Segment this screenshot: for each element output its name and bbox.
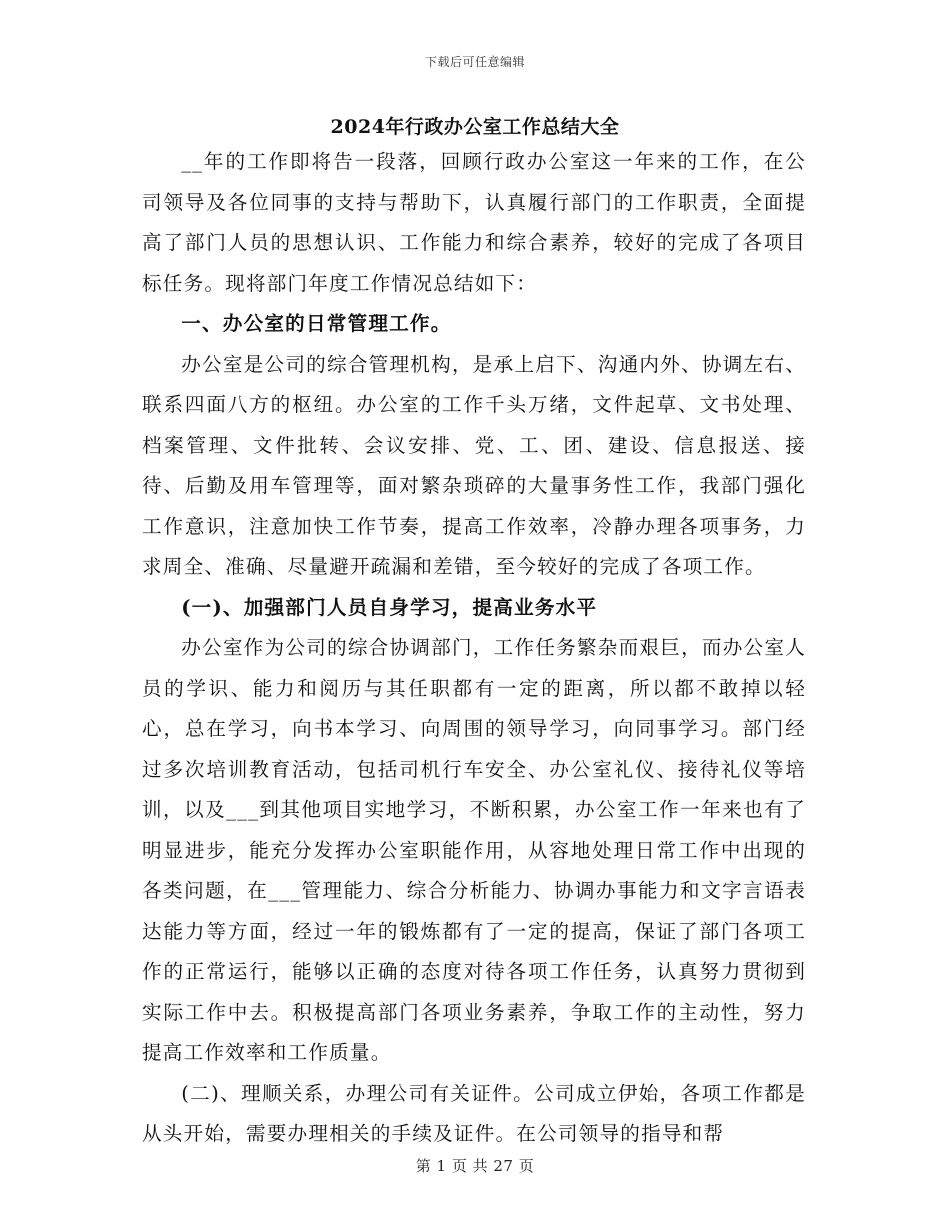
paragraph-intro: __年的工作即将告一段落，回顾行政办公室这一年来的工作，在公司领导及各位同事的支持与帮助下，认真履行部门的工作职责，全面提高了部门人员的思想认识、工作能力和综合素养，较好的完成了各项目标任务。现将部门年度工作情况总结如下： [142, 150, 806, 295]
header-note: 下载后可任意编辑 [424, 55, 525, 69]
section-heading-1: 一、办公室的日常管理工作。 [181, 312, 452, 335]
subsection-heading-1: (一)、加强部门人员自身学习，提高业务水平 [181, 595, 598, 619]
document-title: 2024年行政办公室工作总结大全 [330, 116, 620, 138]
document-body [142, 142, 806, 1155]
paragraph-learning: 办公室作为公司的综合协调部门，工作任务繁杂而艰巨，而办公室人员的学识、能力和阅历与其任职都有一定的距离，所以都不敢掉以轻心，总在学习，向书本学习、向周围的领导学习，向同事学习。部门经过多次培训教育活动，包括司机行车安全、办公室礼仪、接待礼仪等培训，以及___到其他项目实地学习，不断积累，办公室工作一年来也有了明显进步，能充分发挥办公室职能作用，从容地处理日常工作中出现的各类问题，在___管理能力、综合分析能力、协调办事能力和文字言语表达能力等方面，经过一年的锻炼都有了一定的提高，保证了部门各项工作的正常运行，能够以正确的态度对待各项工作任务，认真努力贯彻到实际工作中去。积极提高部门各项业务素养，争取工作的主动性，努力提高工作效率和工作质量。 [142, 636, 806, 1064]
paragraph-office-role: 办公室是公司的综合管理机构，是承上启下、沟通内外、协调左右、联系四面八方的枢纽。办公室的工作千头万绪，文件起草、文书处理、档案管理、文件批转、会议安排、党、工、团、建设、信息报送、接待、后勤及用车管理等，面对繁杂琐碎的大量事务性工作，我部门强化工作意识，注意加快工作节奏，提高工作效率，冷静办理各项事务，力求周全、准确、尽量避开疏漏和差错，至今较好的完成了各项工作。 [142, 352, 806, 578]
paragraph-certificates: (二)、理顺关系，办理公司有关证件。公司成立伊始，各项工作都是从头开始，需要办理相关的手续及证件。在公司领导的指导和帮 [142, 1081, 806, 1145]
page-number: 第 1 页 共 27 页 [415, 1157, 535, 1175]
